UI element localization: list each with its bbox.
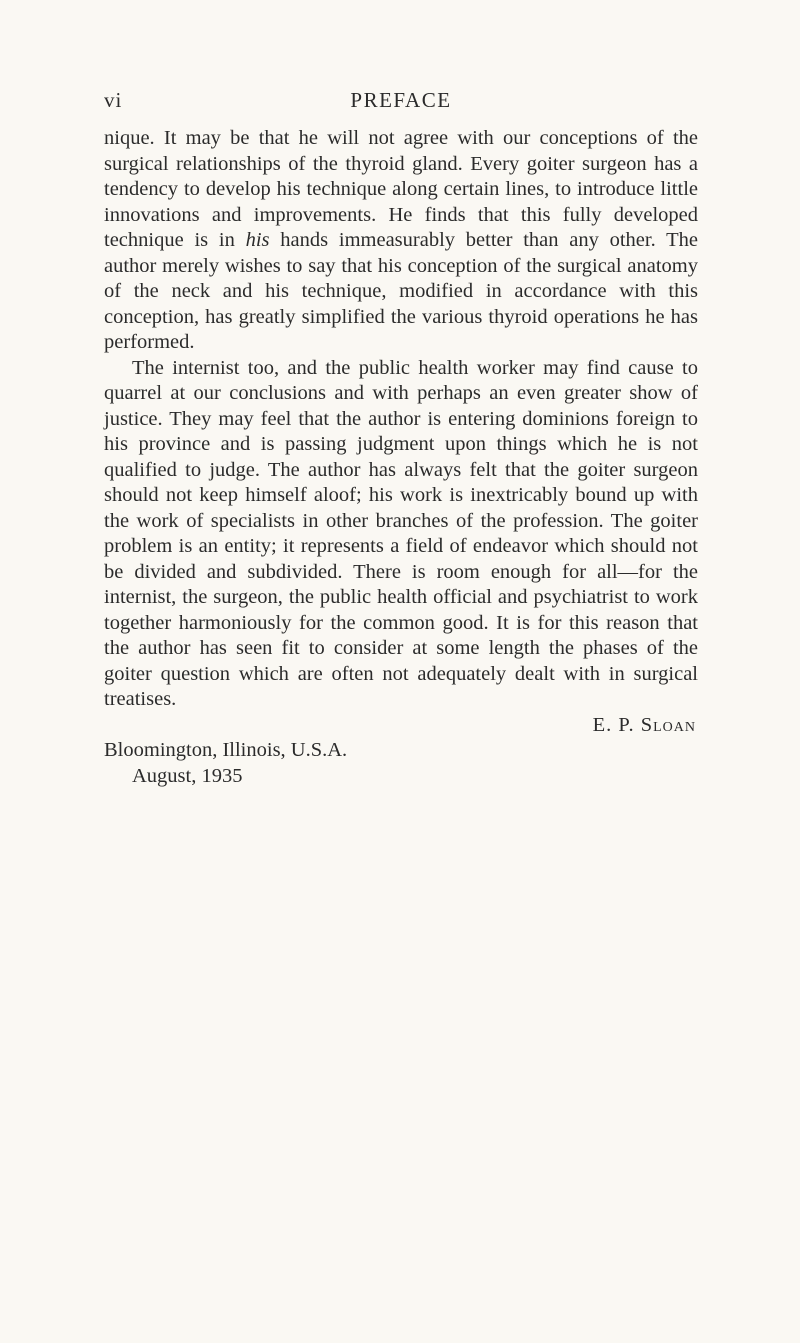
running-title: PREFACE xyxy=(350,88,452,112)
date-line: August, 1935 xyxy=(132,764,243,787)
paragraph-1 xyxy=(104,126,698,356)
page-number: vi xyxy=(104,88,123,112)
preface-body xyxy=(104,126,698,789)
paragraph-1-italic: his xyxy=(245,229,270,251)
running-head xyxy=(104,88,698,118)
place-line: Bloomington, Illinois, U.S.A. xyxy=(104,739,348,761)
author-signature: E. P. Sloan xyxy=(592,713,696,736)
paragraph-1-text-b: hands immeasurably better than any other. The author merely wishes to say that his conception of the surgical anatomy of the neck and his technique, modified in accordance with this conception, has greatly simplified the various thyroid operations he has performed. xyxy=(104,229,698,353)
paragraph-2: The internist too, and the public health worker may find cause to quarrel at our conclusions and with perhaps an even greater show of justice. They may feel that the author is entering dominions foreign to his province and is passing judgment upon things which he is not qualified to judge. The author has always felt that the goiter surgeon should not keep himself aloof; his work is inextricably bound up with the work of specialists in other branches of the profession. The goiter problem is an entity; it represents a field of endeavor which should not be divided and subdivided. There is room enough for all—for the internist, the surgeon, the public health official and psychiatrist to work together harmoniously for the common good. It is for this reason that the author has seen fit to consider at some length the phases of the goiter question which are often not adequately dealt with in surgical treatises. xyxy=(104,356,698,710)
paragraph-1-text-a: nique. It may be that he will not agree with our conceptions of the surgical relationships of the thyroid gland. Every goiter surgeon has a tendency to develop his technique along certain lines, to introduce little innovations and improvements. He finds that this fully developed technique is in xyxy=(104,127,698,251)
